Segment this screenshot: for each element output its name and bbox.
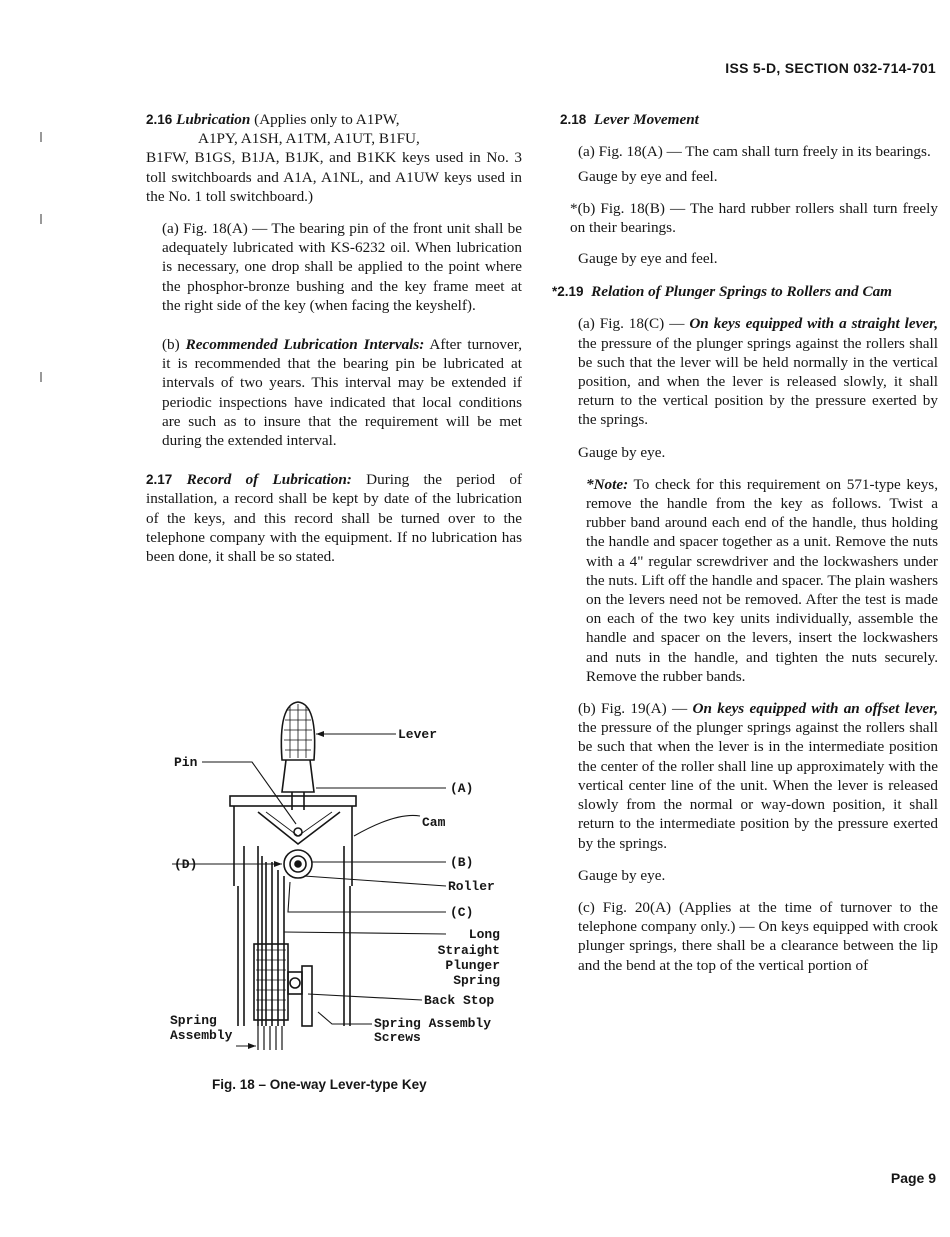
margin-mark: [40, 214, 42, 224]
gauge-note: Gauge by eye and feel.: [578, 168, 718, 186]
item-text: the pressure of the plunger springs against the rollers shall be such that the lever will be held normally in the vertical position, and when the lever is released slowly, it shall return to the vertical position by the pressure exerted by the springs.: [578, 334, 938, 429]
section-title: Lever Movement: [593, 111, 699, 128]
paragraph-2-19b: [578, 699, 938, 853]
section-2-16-rest: B1FW, B1GS, B1JA, B1JK, and B1KK keys used in No. 3 toll switchboards and A1A, A1NL, and A1UW keys used in the No. 1 toll switchboard.): [146, 149, 522, 205]
margin-mark: [40, 132, 42, 142]
section-number: 2.16: [146, 112, 173, 127]
label-assembly-left: Assembly: [170, 1028, 233, 1043]
label-d: (D): [174, 857, 198, 872]
left-column: [146, 110, 522, 566]
item-text: After turnover, it is recommended that the bearing pin be lubricated at intervals of two years. This interval may be extended if periodic inspections have indicated that local conditions are such as to insure that the requirement will be met during the extended interval.: [162, 336, 522, 450]
section-title: Relation of Plunger Springs to Rollers and Cam: [591, 283, 892, 301]
paragraph-2-19a: [578, 314, 938, 429]
item-prefix: (a) Fig. 18(C) —: [578, 315, 685, 333]
item-title: Recommended Lubrication Intervals:: [185, 336, 425, 354]
section-2-18: [560, 110, 938, 129]
key-frame-top: [230, 796, 356, 806]
section-2-17: [146, 470, 522, 566]
margin-mark: [40, 372, 42, 382]
gauge-note: Gauge by eye.: [578, 443, 666, 461]
note-paragraph: [578, 475, 938, 686]
lever-shaft: [282, 760, 314, 792]
paragraph-2-19c: (c) Fig. 20(A) (Applies at the time of turnover to the telephone company only.) — On keys equipped with crook plunger springs, there shall be a clearance between the lip and the bend at the top of the vertical portion of: [578, 898, 938, 974]
label-plunger: Plunger: [445, 958, 500, 973]
paragraph-2-16b: [146, 335, 522, 450]
page-number: Page 9: [890, 1170, 936, 1186]
section-number: 2.18: [560, 112, 587, 127]
section-2-16: [146, 110, 522, 129]
label-spring-assembly: Spring Assembly: [374, 1016, 492, 1031]
section-title: Record of Lubrication:: [186, 471, 352, 489]
item-prefix: (b): [162, 336, 180, 354]
note-text: To check for this requirement on 571-type keys, remove the handle from the key as follows. Twist a rubber band around each end of the handle, thus holding the handle and spacer together as a unit. Remove the nuts with a 4" regular screwdriver and the lockwashers under the nuts. Lift off the handle and spacer. The plain washers on the levers need not be removed. After the test is made on each of the two key units individually, assemble the handle and spacer on the levers, insert the lockwashers and nuts in the handle, and tighten the nuts securely. Remove the rubber bands.: [586, 475, 938, 685]
paragraph-2-18a: (a) Fig. 18(A) — The cam shall turn freely in its bearings.: [578, 143, 931, 161]
label-spring: Spring: [453, 973, 500, 988]
note-label: *Note:: [586, 475, 629, 493]
section-2-19: [552, 282, 938, 301]
right-column: [552, 110, 938, 975]
section-text: During the period of installation, a record shall be kept by date of the lubrication of the keys, and this record shall be turned over to the telephone company with the equipment. If no lubrication has been done, it shall be so stated.: [146, 471, 523, 566]
label-roller: Roller: [448, 879, 495, 894]
label-c: (C): [450, 905, 474, 920]
section-title: Lubrication: [176, 111, 251, 128]
gauge-note: Gauge by eye and feel.: [578, 250, 718, 268]
gauge-note: Gauge by eye.: [578, 866, 666, 884]
label-long: Long: [468, 927, 500, 942]
section-2-16-line2: A1PY, A1SH, A1TM, A1UT, B1FU,: [198, 130, 420, 148]
label-lever: Lever: [398, 727, 438, 742]
label-screws: Screws: [374, 1030, 421, 1045]
label-cam: Cam: [422, 815, 446, 830]
item-emphasis: On keys equipped with a straight lever,: [689, 315, 938, 333]
section-number: *2.19: [552, 284, 584, 300]
paragraph-2-18b: *(b) Fig. 18(B) — The hard rubber rollers shall turn freely on their bearings.: [570, 199, 938, 236]
label-pin: Pin: [174, 755, 198, 770]
item-emphasis: On keys equipped with an offset lever,: [692, 700, 938, 718]
label-a: (A): [450, 781, 474, 796]
paragraph-2-16a: (a) Fig. 18(A) — The bearing pin of the front unit shall be adequately lubricated with KS-6232 oil. When lubrication is necessary, one drop shall be applied to the point where the phosphor-bronze bushing and the key frame meet at the right side of the key (when facing the keyshelf).: [162, 220, 522, 314]
page-header: ISS 5-D, SECTION 032-714-701: [725, 60, 936, 76]
item-prefix: (b) Fig. 19(A) —: [578, 700, 688, 718]
label-spring-left: Spring: [170, 1013, 217, 1028]
figure-caption: Fig. 18 – One-way Lever-type Key: [212, 1077, 427, 1092]
section-text: (Applies only to A1PW,: [254, 111, 400, 128]
label-b: (B): [450, 855, 474, 870]
label-back-stop: Back Stop: [424, 993, 495, 1008]
section-number: 2.17: [146, 472, 173, 488]
key-diagram: [140, 696, 540, 1066]
item-text: the pressure of the plunger springs against the rollers shall be such that when the lever is in the intermediate position the center of the roller shall line up approximately with the vertical center line of the unit. When the lever is released slowly from the normal or way-down position, it shall return to the intermediate position by the pressure exerted by the springs.: [578, 719, 938, 852]
label-straight: Straight: [437, 943, 500, 958]
